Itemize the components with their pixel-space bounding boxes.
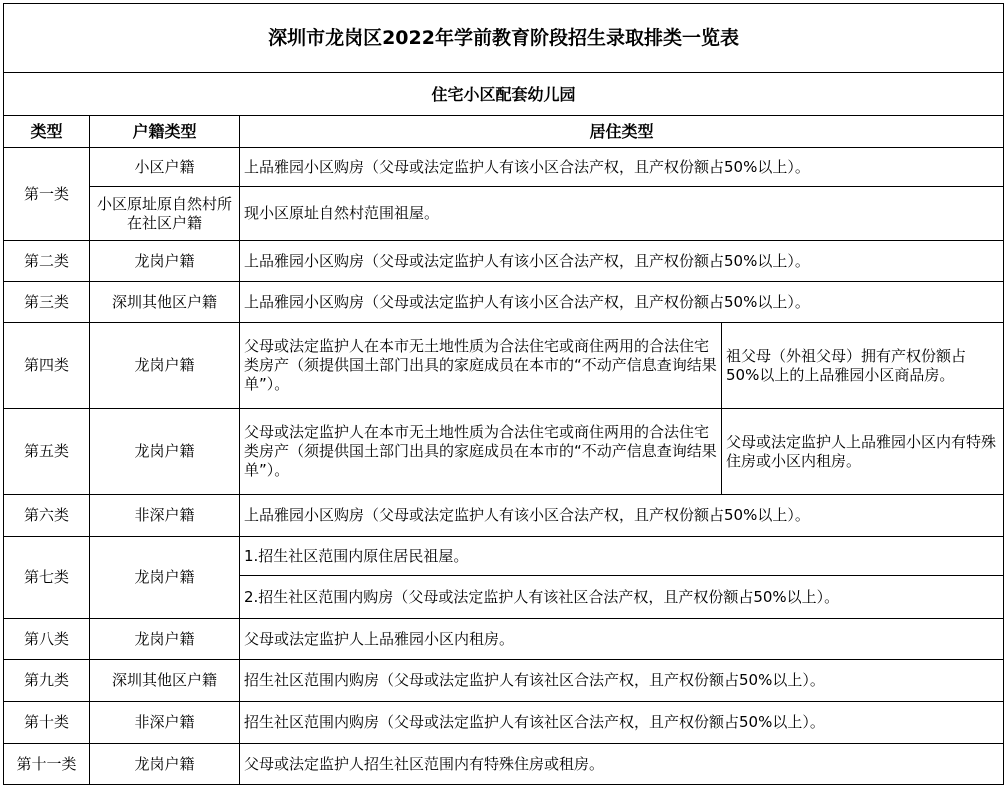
title-row (4, 4, 1004, 73)
table-row (4, 148, 1004, 187)
category-cell: 第三类 (4, 282, 90, 323)
category-cell: 第八类 (4, 619, 90, 660)
residence-cell: 上品雅园小区购房（父母或法定监护人有该小区合法产权，且产权份额占50%以上）。 (240, 495, 1004, 537)
table-row (4, 282, 1004, 323)
residence-cell: 上品雅园小区购房（父母或法定监护人有该小区合法产权，且产权份额占50%以上）。 (240, 241, 1004, 282)
residence-cell: 2.招生社区范围内购房（父母或法定监护人有该社区合法产权，且产权份额占50%以上）。 (240, 576, 1004, 619)
residence-cell: 现小区原址自然村范围祖屋。 (240, 187, 1004, 241)
household-cell: 龙岗户籍 (90, 323, 240, 409)
household-cell: 龙岗户籍 (90, 619, 240, 660)
table-row (4, 187, 1004, 241)
subtitle-row (4, 73, 1004, 116)
household-cell: 龙岗户籍 (90, 537, 240, 619)
header-category: 类型 (4, 116, 90, 148)
household-cell: 深圳其他区户籍 (90, 660, 240, 702)
category-cell: 第四类 (4, 323, 90, 409)
household-cell: 深圳其他区户籍 (90, 282, 240, 323)
table-row (4, 537, 1004, 576)
table-row (4, 660, 1004, 702)
category-cell: 第六类 (4, 495, 90, 537)
household-cell: 小区户籍 (90, 148, 240, 187)
category-cell: 第九类 (4, 660, 90, 702)
table-row (4, 619, 1004, 660)
residence-cell-left: 父母或法定监护人在本市无土地性质为合法住宅或商住两用的合法住宅类房产（须提供国土部门出具的家庭成员在本市的“不动产信息查询结果单”）。 (240, 409, 722, 495)
table-row (4, 744, 1004, 785)
household-cell: 非深户籍 (90, 702, 240, 744)
residence-cell: 父母或法定监护人上品雅园小区内租房。 (240, 619, 1004, 660)
household-cell: 小区原址原自然村所在社区户籍 (90, 187, 240, 241)
table-subtitle: 住宅小区配套幼儿园 (4, 73, 1004, 116)
residence-cell: 1.招生社区范围内原住居民祖屋。 (240, 537, 1004, 576)
category-cell: 第十一类 (4, 744, 90, 785)
header-row (4, 116, 1004, 148)
table-row (4, 495, 1004, 537)
category-cell: 第七类 (4, 537, 90, 619)
table-title: 深圳市龙岗区2022年学前教育阶段招生录取排类一览表 (4, 4, 1004, 73)
table-row (4, 409, 1004, 495)
table-row (4, 323, 1004, 409)
table-row (4, 702, 1004, 744)
household-cell: 龙岗户籍 (90, 241, 240, 282)
header-residence: 居住类型 (240, 116, 1004, 148)
household-cell: 非深户籍 (90, 495, 240, 537)
residence-cell-right: 祖父母（外祖父母）拥有产权份额占50%以上的上品雅园小区商品房。 (722, 323, 1004, 409)
enrollment-table (3, 3, 1004, 785)
residence-cell-right: 父母或法定监护人上品雅园小区内有特殊住房或小区内租房。 (722, 409, 1004, 495)
household-cell: 龙岗户籍 (90, 744, 240, 785)
category-cell: 第二类 (4, 241, 90, 282)
residence-cell: 招生社区范围内购房（父母或法定监护人有该社区合法产权，且产权份额占50%以上）。 (240, 702, 1004, 744)
category-cell: 第十类 (4, 702, 90, 744)
category-cell: 第五类 (4, 409, 90, 495)
residence-cell: 招生社区范围内购房（父母或法定监护人有该社区合法产权，且产权份额占50%以上）。 (240, 660, 1004, 702)
category-cell: 第一类 (4, 148, 90, 241)
residence-cell: 上品雅园小区购房（父母或法定监护人有该小区合法产权，且产权份额占50%以上）。 (240, 148, 1004, 187)
residence-cell: 上品雅园小区购房（父母或法定监护人有该小区合法产权，且产权份额占50%以上）。 (240, 282, 1004, 323)
header-household: 户籍类型 (90, 116, 240, 148)
table-row (4, 241, 1004, 282)
residence-cell: 父母或法定监护人招生社区范围内有特殊住房或租房。 (240, 744, 1004, 785)
residence-cell-left: 父母或法定监护人在本市无土地性质为合法住宅或商住两用的合法住宅类房产（须提供国土部门出具的家庭成员在本市的“不动产信息查询结果单”）。 (240, 323, 722, 409)
household-cell: 龙岗户籍 (90, 409, 240, 495)
